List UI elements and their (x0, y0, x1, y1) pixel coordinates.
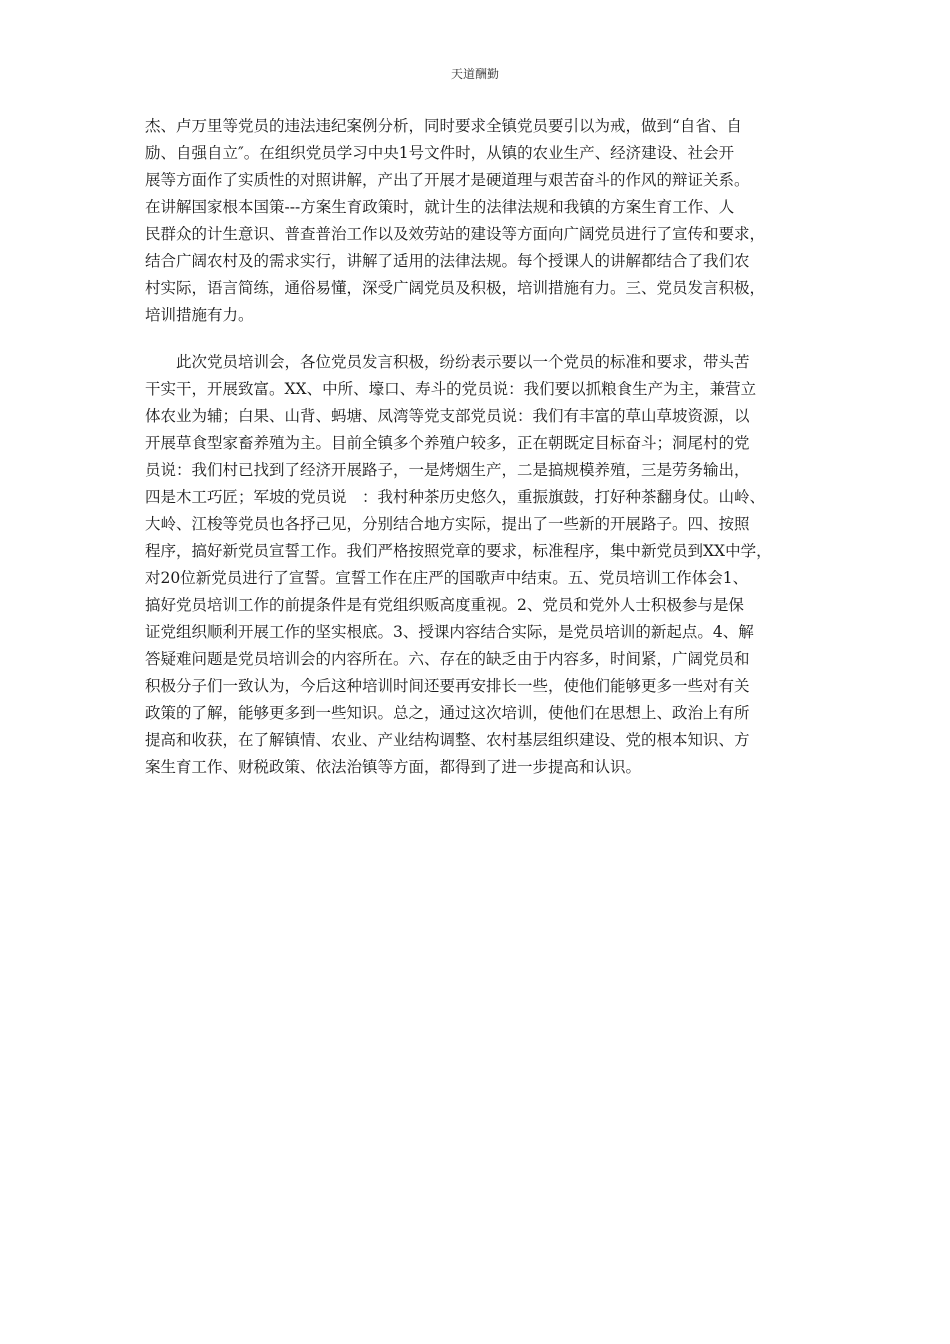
text-line: 大岭、江梭等党员也各抒己见，分别结合地方实际，提出了一些新的开展路子。四、按照 (145, 515, 750, 533)
text-line: 结合广阔农村及的需求实行，讲解了适用的法律法规。每个授课人的讲解都结合了我们农 (145, 252, 750, 270)
document-body (145, 113, 810, 781)
text-line: 体农业为辅；白果、山背、蚂塘、凤湾等党支部党员说：我们有丰富的草山草坡资源，以 (145, 407, 750, 425)
text-line: 案生育工作、财税政策、依法治镇等方面，都得到了进一步提高和认识。 (145, 758, 642, 776)
text-line: 展等方面作了实质性的对照讲解，产出了开展才是硬道理与艰苦奋斗的作风的辩证关系。 (145, 171, 750, 189)
text-line: 提高和收获，在了解镇情、农业、产业结构调整、农村基层组织建设、党的根本知识、方 (145, 731, 750, 749)
text-line: 政策的了解，能够更多到一些知识。总之，通过这次培训，使他们在思想上、政治上有所 (145, 704, 750, 722)
text-line: 培训措施有力。 (145, 306, 254, 324)
text-line: 村实际，语言简练，通俗易懂，深受广阔党员及积极，培训措施有力。三、党员发言积极， (145, 279, 766, 297)
text-line: 积极分子们一致认为，今后这种培训时间还要再安排长一些，使他们能够更多一些对有关 (145, 677, 750, 695)
text-line: 员说：我们村已找到了经济开展路子，一是烤烟生产，二是搞规模养殖，三是劳务输出， (145, 461, 750, 479)
text-line: 答疑难问题是党员培训会的内容所在。六、存在的缺乏由于内容多，时间紧，广阔党员和 (145, 650, 750, 668)
text-line: 此次党员培训会，各位党员发言积极，纷纷表示要以一个党员的标准和要求，带头苦 (145, 353, 750, 371)
paragraph-1 (145, 113, 810, 329)
text-line: 四是木工巧匠；军坡的党员说 ：我村种茶历史悠久，重振旗鼓，打好种茶翻身仗。山岭、 (145, 488, 766, 506)
text-line: 干实干，开展致富。XX、中所、壕口、寿斗的党员说：我们要以抓粮食生产为主，兼营立 (145, 380, 757, 398)
paragraph-2 (145, 349, 810, 781)
text-line: 杰、卢万里等党员的违法违纪案例分析，同时要求全镇党员要引以为戒，做到“自省、自 (145, 117, 742, 135)
text-line: 程序，搞好新党员宣誓工作。我们严格按照党章的要求，标准程序，集中新党员到XX中学， (145, 542, 772, 560)
text-line: 开展草食型家畜养殖为主。目前全镇多个养殖户较多，正在朝既定目标奋斗；洞尾村的党 (145, 434, 750, 452)
page-header: 天道酬勤 (450, 67, 499, 81)
text-line: 民群众的计生意识、普查普治工作以及效劳站的建设等方面向广阔党员进行了宣传和要求， (145, 225, 766, 243)
text-line: 对20位新党员进行了宣誓。宣誓工作在庄严的国歌声中结束。五、党员培训工作体会1、 (145, 569, 749, 587)
text-line: 搞好党员培训工作的前提条件是有党组织贩高度重视。2、党员和党外人士积极参与是保 (145, 596, 744, 614)
text-line: 励、自强自立″。在组织党员学习中央1号文件时，从镇的农业生产、经济建设、社会开 (145, 144, 735, 162)
paragraph-spacer (145, 329, 810, 349)
text-line: 证党组织顺利开展工作的坚实根底。3、授课内容结合实际，是党员培训的新起点。4、解 (145, 623, 754, 641)
text-line: 在讲解国家根本国策---方案生育政策时，就计生的法律法规和我镇的方案生育工作、人 (145, 198, 735, 216)
